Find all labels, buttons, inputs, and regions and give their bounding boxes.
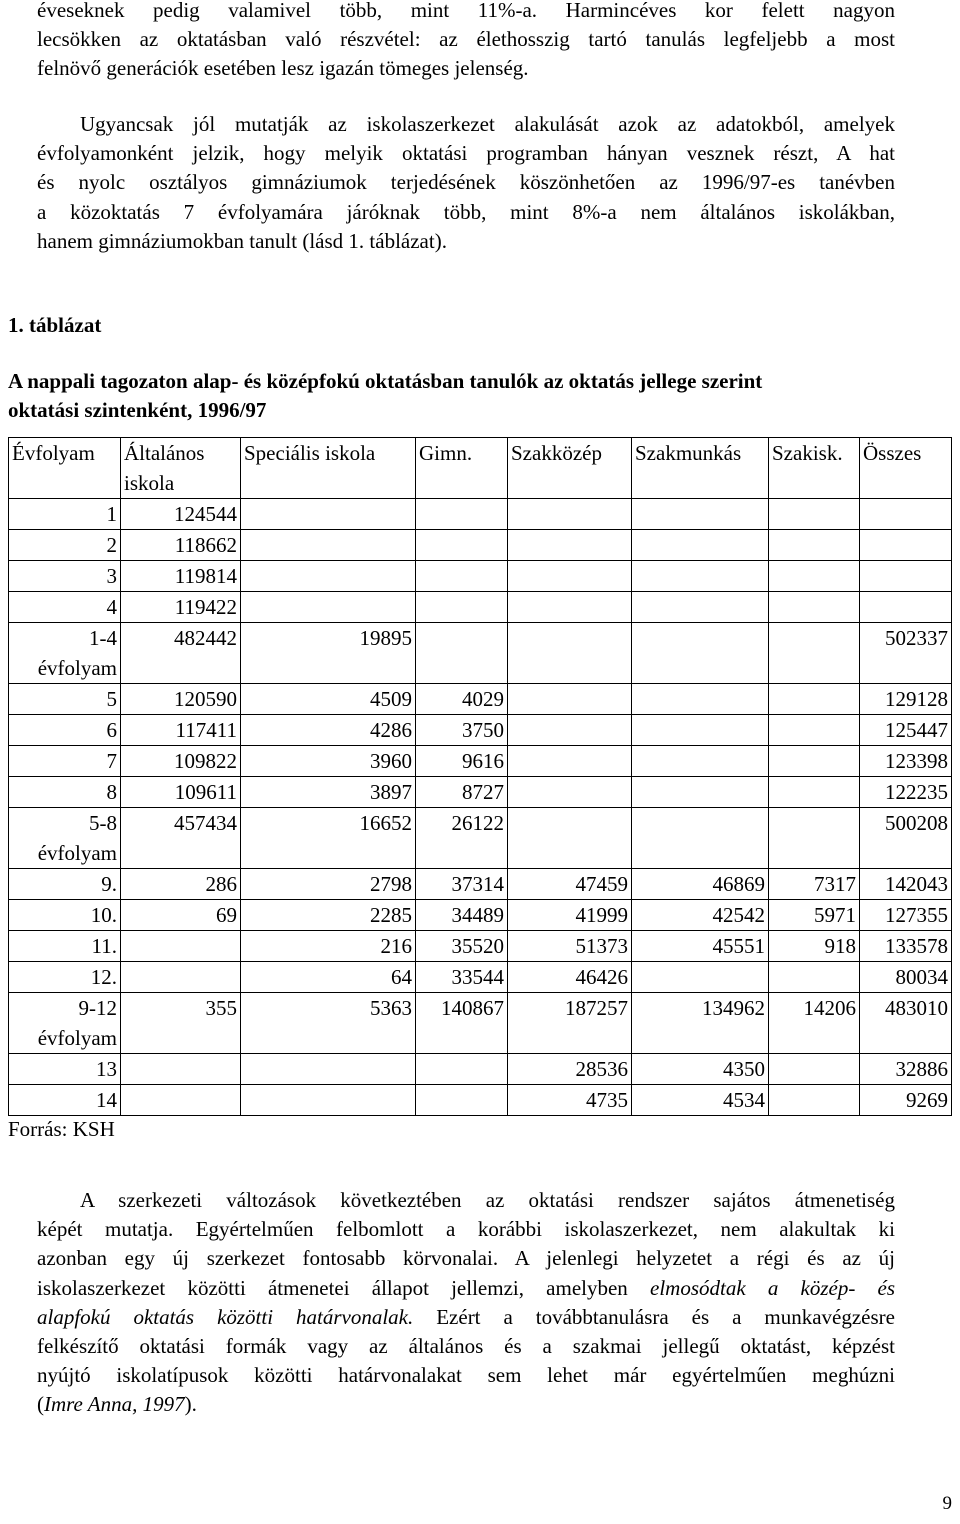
value-cell bbox=[241, 1054, 416, 1085]
value-cell: 133578 bbox=[860, 931, 952, 962]
table-label: 1. táblázat bbox=[8, 313, 102, 337]
value-cell bbox=[508, 684, 632, 715]
value-cell: 4735 bbox=[508, 1085, 632, 1116]
value-cell: 123398 bbox=[860, 746, 952, 777]
header-cell: Gimn. bbox=[416, 438, 508, 499]
value-cell bbox=[632, 808, 769, 869]
page-number: 9 bbox=[942, 1493, 952, 1514]
value-cell: 46869 bbox=[632, 869, 769, 900]
value-cell: 47459 bbox=[508, 869, 632, 900]
value-cell: 122235 bbox=[860, 777, 952, 808]
value-cell: 19895 bbox=[241, 623, 416, 684]
value-cell bbox=[632, 561, 769, 592]
value-cell bbox=[632, 777, 769, 808]
value-cell bbox=[416, 1054, 508, 1085]
row-label-cell: 9. bbox=[9, 869, 121, 900]
value-cell bbox=[121, 962, 241, 993]
value-cell bbox=[416, 530, 508, 561]
table-row bbox=[9, 561, 952, 592]
value-cell: 142043 bbox=[860, 869, 952, 900]
emphasis-run: elmosódtak a közép- és bbox=[650, 1275, 896, 1300]
header-cell: Évfolyam bbox=[9, 438, 121, 499]
value-cell bbox=[860, 499, 952, 530]
value-cell bbox=[416, 592, 508, 623]
value-cell bbox=[508, 715, 632, 746]
value-cell bbox=[860, 530, 952, 561]
value-cell: 3750 bbox=[416, 715, 508, 746]
row-label-cell: 3 bbox=[9, 561, 121, 592]
text-line bbox=[37, 1390, 895, 1419]
value-cell: 4509 bbox=[241, 684, 416, 715]
text-line: éveseknek pedig valamivel több, mint 11%-a. Harmincéves kor felett nagyon bbox=[37, 0, 895, 22]
value-cell: 355 bbox=[121, 993, 241, 1054]
table-row bbox=[9, 993, 952, 1054]
value-cell: 457434 bbox=[121, 808, 241, 869]
header-cell: Speciális iskola bbox=[241, 438, 416, 499]
value-cell: 69 bbox=[121, 900, 241, 931]
table-row bbox=[9, 808, 952, 869]
value-cell bbox=[416, 1085, 508, 1116]
value-cell: 125447 bbox=[860, 715, 952, 746]
value-cell: 16652 bbox=[241, 808, 416, 869]
table-row bbox=[9, 900, 952, 931]
value-cell: 482442 bbox=[121, 623, 241, 684]
value-cell bbox=[632, 746, 769, 777]
text-line: felkészítő oktatási formák vagy az általános és a szakmai jellegű oktatást, képzést bbox=[37, 1334, 895, 1359]
row-label-cell: 7 bbox=[9, 746, 121, 777]
value-cell bbox=[121, 1085, 241, 1116]
value-cell: 286 bbox=[121, 869, 241, 900]
value-cell bbox=[632, 715, 769, 746]
text-line bbox=[37, 1274, 895, 1303]
row-label-cell: 9-12 évfolyam bbox=[9, 993, 121, 1054]
text-line: A szerkezeti változások következtében az oktatási rendszer sajátos átmenetiség bbox=[80, 1188, 895, 1212]
value-cell bbox=[769, 962, 860, 993]
value-cell: 33544 bbox=[416, 962, 508, 993]
value-cell: 35520 bbox=[416, 931, 508, 962]
table-row bbox=[9, 1085, 952, 1116]
value-cell: 134962 bbox=[632, 993, 769, 1054]
value-cell bbox=[769, 499, 860, 530]
caption-line: A nappali tagozaton alap- és középfokú oktatásban tanulók az oktatás jellege szerint bbox=[8, 369, 763, 393]
caption-line: oktatási szintenként, 1996/97 bbox=[8, 398, 267, 422]
text-line: azonban egy új szerkezet fontosabb körvonalai. A jelenlegi helyzetet a régi és az új bbox=[37, 1246, 895, 1271]
row-label-cell: 8 bbox=[9, 777, 121, 808]
row-label-cell: 2 bbox=[9, 530, 121, 561]
value-cell bbox=[121, 931, 241, 962]
value-cell bbox=[632, 592, 769, 623]
value-cell: 3897 bbox=[241, 777, 416, 808]
value-cell: 109611 bbox=[121, 777, 241, 808]
value-cell bbox=[241, 1085, 416, 1116]
value-cell: 32886 bbox=[860, 1054, 952, 1085]
value-cell bbox=[769, 746, 860, 777]
value-cell bbox=[769, 684, 860, 715]
value-cell: 500208 bbox=[860, 808, 952, 869]
value-cell: 45551 bbox=[632, 931, 769, 962]
header-cell: Szakisk. bbox=[769, 438, 860, 499]
value-cell bbox=[508, 530, 632, 561]
row-label-cell: 1 bbox=[9, 499, 121, 530]
text-run: ( bbox=[37, 1392, 44, 1417]
text-run: iskolaszerkezet közötti átmenetei állapot jellemzi, amelyben bbox=[37, 1275, 650, 1300]
table-row bbox=[9, 592, 952, 623]
value-cell: 127355 bbox=[860, 900, 952, 931]
emphasis-run: alapfokú oktatás közötti határvonalak. bbox=[37, 1304, 414, 1329]
row-label-cell: 11. bbox=[9, 931, 121, 962]
value-cell: 9616 bbox=[416, 746, 508, 777]
value-cell: 7317 bbox=[769, 869, 860, 900]
value-cell: 129128 bbox=[860, 684, 952, 715]
text-line: hanem gimnáziumokban tanult (lásd 1. táblázat). bbox=[37, 228, 447, 253]
value-cell: 140867 bbox=[416, 993, 508, 1054]
value-cell bbox=[632, 623, 769, 684]
value-cell: 34489 bbox=[416, 900, 508, 931]
enrollment-table bbox=[8, 437, 952, 1116]
value-cell bbox=[769, 777, 860, 808]
value-cell: 119814 bbox=[121, 561, 241, 592]
value-cell: 109822 bbox=[121, 746, 241, 777]
value-cell: 4286 bbox=[241, 715, 416, 746]
value-cell bbox=[769, 1085, 860, 1116]
value-cell: 124544 bbox=[121, 499, 241, 530]
table-row bbox=[9, 530, 952, 561]
value-cell: 51373 bbox=[508, 931, 632, 962]
value-cell bbox=[416, 623, 508, 684]
value-cell bbox=[769, 715, 860, 746]
value-cell: 14206 bbox=[769, 993, 860, 1054]
value-cell bbox=[241, 530, 416, 561]
value-cell: 216 bbox=[241, 931, 416, 962]
table-row bbox=[9, 931, 952, 962]
conclusion-paragraph bbox=[37, 1186, 895, 1420]
row-label-cell: 13 bbox=[9, 1054, 121, 1085]
table-row bbox=[9, 499, 952, 530]
value-cell bbox=[860, 592, 952, 623]
header-cell: Összes bbox=[860, 438, 952, 499]
table-row bbox=[9, 715, 952, 746]
value-cell bbox=[508, 808, 632, 869]
text-line: Ugyancsak jól mutatják az iskolaszerkezet alakulását azok az adatokból, amelyek bbox=[80, 112, 895, 136]
value-cell: 117411 bbox=[121, 715, 241, 746]
text-line: lecsökken az oktatásban való részvétel: az élethosszig tartó tanulás legfeljebb a most bbox=[37, 27, 895, 52]
value-cell: 64 bbox=[241, 962, 416, 993]
value-cell bbox=[769, 561, 860, 592]
value-cell bbox=[121, 1054, 241, 1085]
value-cell: 187257 bbox=[508, 993, 632, 1054]
value-cell bbox=[769, 623, 860, 684]
table-header-row bbox=[9, 438, 952, 499]
value-cell bbox=[241, 592, 416, 623]
text-line: nyújtó iskolatípusok közötti határvonalakat sem lehet már egyértelműen meghúzni bbox=[37, 1363, 895, 1388]
value-cell: 120590 bbox=[121, 684, 241, 715]
value-cell: 4029 bbox=[416, 684, 508, 715]
header-cell: Szakközép bbox=[508, 438, 632, 499]
value-cell bbox=[508, 623, 632, 684]
value-cell bbox=[632, 962, 769, 993]
value-cell bbox=[632, 530, 769, 561]
value-cell: 28536 bbox=[508, 1054, 632, 1085]
table-row bbox=[9, 684, 952, 715]
text-line: képét mutatja. Egyértelműen felbomlott a korábbi iskolaszerkezet, nem alakultak ki bbox=[37, 1217, 895, 1242]
header-cell: Általános iskola bbox=[121, 438, 241, 499]
table-caption bbox=[8, 367, 938, 425]
value-cell: 26122 bbox=[416, 808, 508, 869]
citation: Imre Anna, 1997 bbox=[44, 1392, 185, 1417]
value-cell: 9269 bbox=[860, 1085, 952, 1116]
value-cell: 37314 bbox=[416, 869, 508, 900]
school-structure-paragraph bbox=[37, 110, 895, 256]
value-cell bbox=[508, 746, 632, 777]
value-cell: 5363 bbox=[241, 993, 416, 1054]
value-cell bbox=[769, 808, 860, 869]
value-cell bbox=[632, 684, 769, 715]
value-cell bbox=[632, 499, 769, 530]
text-line bbox=[37, 1303, 895, 1332]
text-line: évfolyamonként jelzik, hogy melyik oktatási programban hányan vesznek részt, A hat bbox=[37, 141, 895, 166]
value-cell: 502337 bbox=[860, 623, 952, 684]
value-cell: 483010 bbox=[860, 993, 952, 1054]
value-cell: 2285 bbox=[241, 900, 416, 931]
value-cell: 46426 bbox=[508, 962, 632, 993]
row-label-cell: 14 bbox=[9, 1085, 121, 1116]
text-run: Ezért a továbbtanulásra és a munkavégzésre bbox=[413, 1304, 895, 1329]
table-row bbox=[9, 1054, 952, 1085]
value-cell bbox=[508, 777, 632, 808]
header-cell: Szakmunkás bbox=[632, 438, 769, 499]
value-cell: 918 bbox=[769, 931, 860, 962]
table-row bbox=[9, 962, 952, 993]
table-body bbox=[9, 499, 952, 1116]
value-cell bbox=[241, 499, 416, 530]
row-label-cell: 1-4 évfolyam bbox=[9, 623, 121, 684]
value-cell: 5971 bbox=[769, 900, 860, 931]
table-source: Forrás: KSH bbox=[8, 1117, 115, 1141]
row-label-cell: 4 bbox=[9, 592, 121, 623]
value-cell bbox=[769, 592, 860, 623]
text-line: felnövő generációk esetében lesz igazán tömeges jelenség. bbox=[37, 56, 529, 81]
value-cell bbox=[860, 561, 952, 592]
value-cell: 119422 bbox=[121, 592, 241, 623]
value-cell: 4534 bbox=[632, 1085, 769, 1116]
value-cell: 118662 bbox=[121, 530, 241, 561]
row-label-cell: 10. bbox=[9, 900, 121, 931]
row-label-cell: 12. bbox=[9, 962, 121, 993]
value-cell bbox=[508, 499, 632, 530]
value-cell: 80034 bbox=[860, 962, 952, 993]
intro-paragraph bbox=[37, 0, 895, 84]
value-cell bbox=[508, 592, 632, 623]
table-row bbox=[9, 746, 952, 777]
row-label-cell: 5 bbox=[9, 684, 121, 715]
row-label-cell: 6 bbox=[9, 715, 121, 746]
table-row bbox=[9, 777, 952, 808]
value-cell: 2798 bbox=[241, 869, 416, 900]
row-label-cell: 5-8 évfolyam bbox=[9, 808, 121, 869]
table-row bbox=[9, 623, 952, 684]
value-cell: 41999 bbox=[508, 900, 632, 931]
value-cell bbox=[241, 561, 416, 592]
text-run: ). bbox=[184, 1392, 197, 1417]
value-cell bbox=[416, 499, 508, 530]
value-cell: 8727 bbox=[416, 777, 508, 808]
text-line: a közoktatás 7 évfolyamára járóknak több, mint 8%-a nem általános iskolákban, bbox=[37, 199, 895, 224]
value-cell bbox=[416, 561, 508, 592]
value-cell: 3960 bbox=[241, 746, 416, 777]
value-cell bbox=[769, 1054, 860, 1085]
text-line: és nyolc osztályos gimnáziumok terjedésének köszönhetően az 1996/97-es tanévben bbox=[37, 170, 895, 195]
value-cell: 42542 bbox=[632, 900, 769, 931]
value-cell bbox=[769, 530, 860, 561]
value-cell bbox=[508, 561, 632, 592]
value-cell: 4350 bbox=[632, 1054, 769, 1085]
table-row bbox=[9, 869, 952, 900]
